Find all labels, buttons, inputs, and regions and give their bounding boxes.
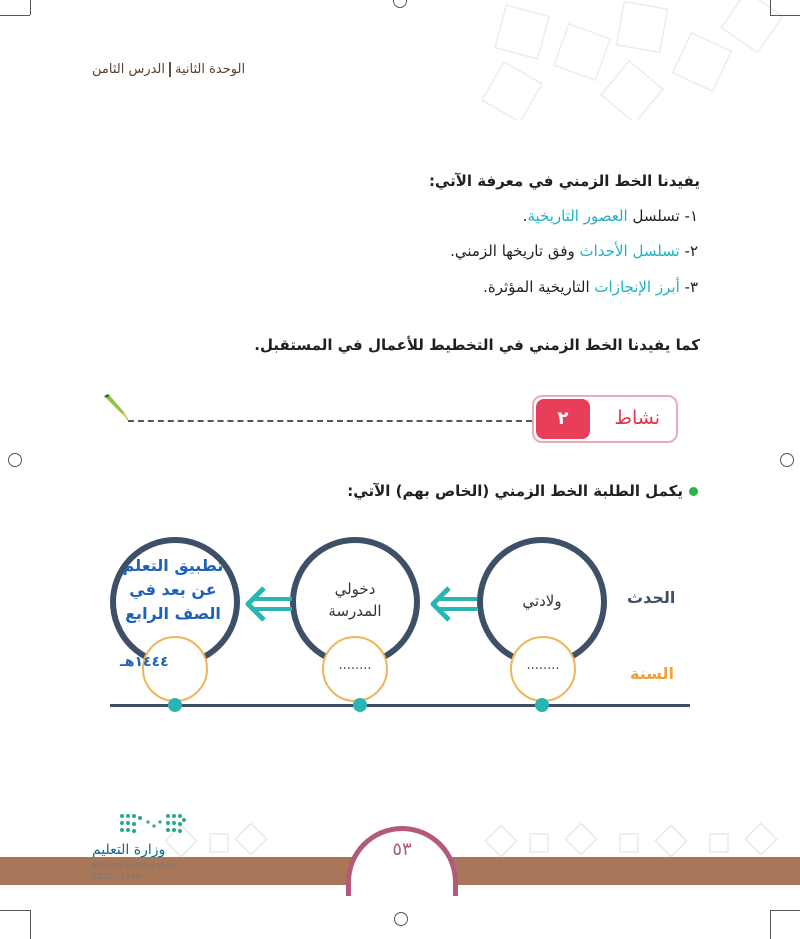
item-highlight: أبرز الإنجازات xyxy=(594,278,680,296)
crop-mark xyxy=(770,910,800,911)
ministry-logo-icon xyxy=(118,810,188,836)
list-item xyxy=(450,242,698,260)
intro-heading: يفيدنا الخط الزمني في معرفة الآتي: xyxy=(428,172,700,190)
crop-mark xyxy=(770,0,771,15)
lesson-title: الدرس الثامن xyxy=(92,62,165,77)
handwritten-event: تطبيق التعلم عن بعد في الصف الرابع xyxy=(122,556,224,623)
arrow-left-icon xyxy=(242,584,294,624)
timeline-axis xyxy=(110,704,690,707)
year-circle: ........ xyxy=(322,636,388,702)
crop-mark xyxy=(30,0,31,15)
item-text-after: . xyxy=(522,207,528,225)
registration-mark-icon xyxy=(394,912,408,926)
activity-label: نشاط xyxy=(614,407,660,429)
conclusion-text: كما يفيدنا الخط الزمني في التخطيط للأعمال في المستقبل. xyxy=(254,336,700,354)
ministry-name-en: Ministry of Education xyxy=(92,861,177,870)
header-divider xyxy=(169,62,171,77)
registration-mark-icon xyxy=(8,453,22,467)
page-header xyxy=(92,62,245,77)
item-number: ١- xyxy=(684,207,698,225)
crop-mark xyxy=(30,910,31,939)
list-item xyxy=(483,278,698,296)
list-item xyxy=(523,207,698,225)
event-text: ولادتي xyxy=(522,592,562,610)
item-text-after: وفق تاريخها الزمني. xyxy=(450,242,575,260)
item-number: ٢- xyxy=(684,242,698,260)
registration-mark-icon xyxy=(393,0,407,8)
item-number: ٣- xyxy=(684,278,698,296)
handwritten-year: ١٤٤٤هـ xyxy=(120,654,169,670)
crop-mark xyxy=(0,910,30,911)
event-row-label: الحدث xyxy=(627,588,676,607)
decorative-pattern xyxy=(470,0,800,120)
unit-title: الوحدة الثانية xyxy=(175,62,246,77)
dashed-divider xyxy=(128,420,532,422)
ministry-name-ar: وزارة التعليم xyxy=(92,842,166,858)
registration-mark-icon xyxy=(780,453,794,467)
crop-mark xyxy=(770,15,800,16)
footer-pattern xyxy=(150,800,800,860)
page-number: ٥٣ xyxy=(392,839,412,860)
year-circle: ........ xyxy=(510,636,576,702)
year-row-label: السنة xyxy=(630,664,675,683)
timeline-dot xyxy=(168,698,182,712)
event-text: دخولي المدرسة xyxy=(328,580,382,620)
bullet-icon xyxy=(689,487,698,496)
pencil-icon xyxy=(100,392,134,426)
edition-year: 2022 - 1444 xyxy=(92,872,141,881)
instruction-text: يكمل الطلبة الخط الزمني (الخاص بهم) الآتي: xyxy=(347,482,698,500)
timeline-dot xyxy=(353,698,367,712)
crop-mark xyxy=(770,910,771,939)
timeline-dot xyxy=(535,698,549,712)
arrow-left-icon xyxy=(427,584,479,624)
crop-mark xyxy=(0,15,30,16)
activity-box xyxy=(532,395,678,443)
item-text: تسلسل xyxy=(632,207,680,225)
item-highlight: العصور التاريخية xyxy=(527,207,628,225)
item-text-after: التاريخية المؤثرة. xyxy=(483,278,590,296)
item-highlight: تسلسل الأحداث xyxy=(579,242,680,260)
activity-number: ٢ xyxy=(536,399,590,439)
